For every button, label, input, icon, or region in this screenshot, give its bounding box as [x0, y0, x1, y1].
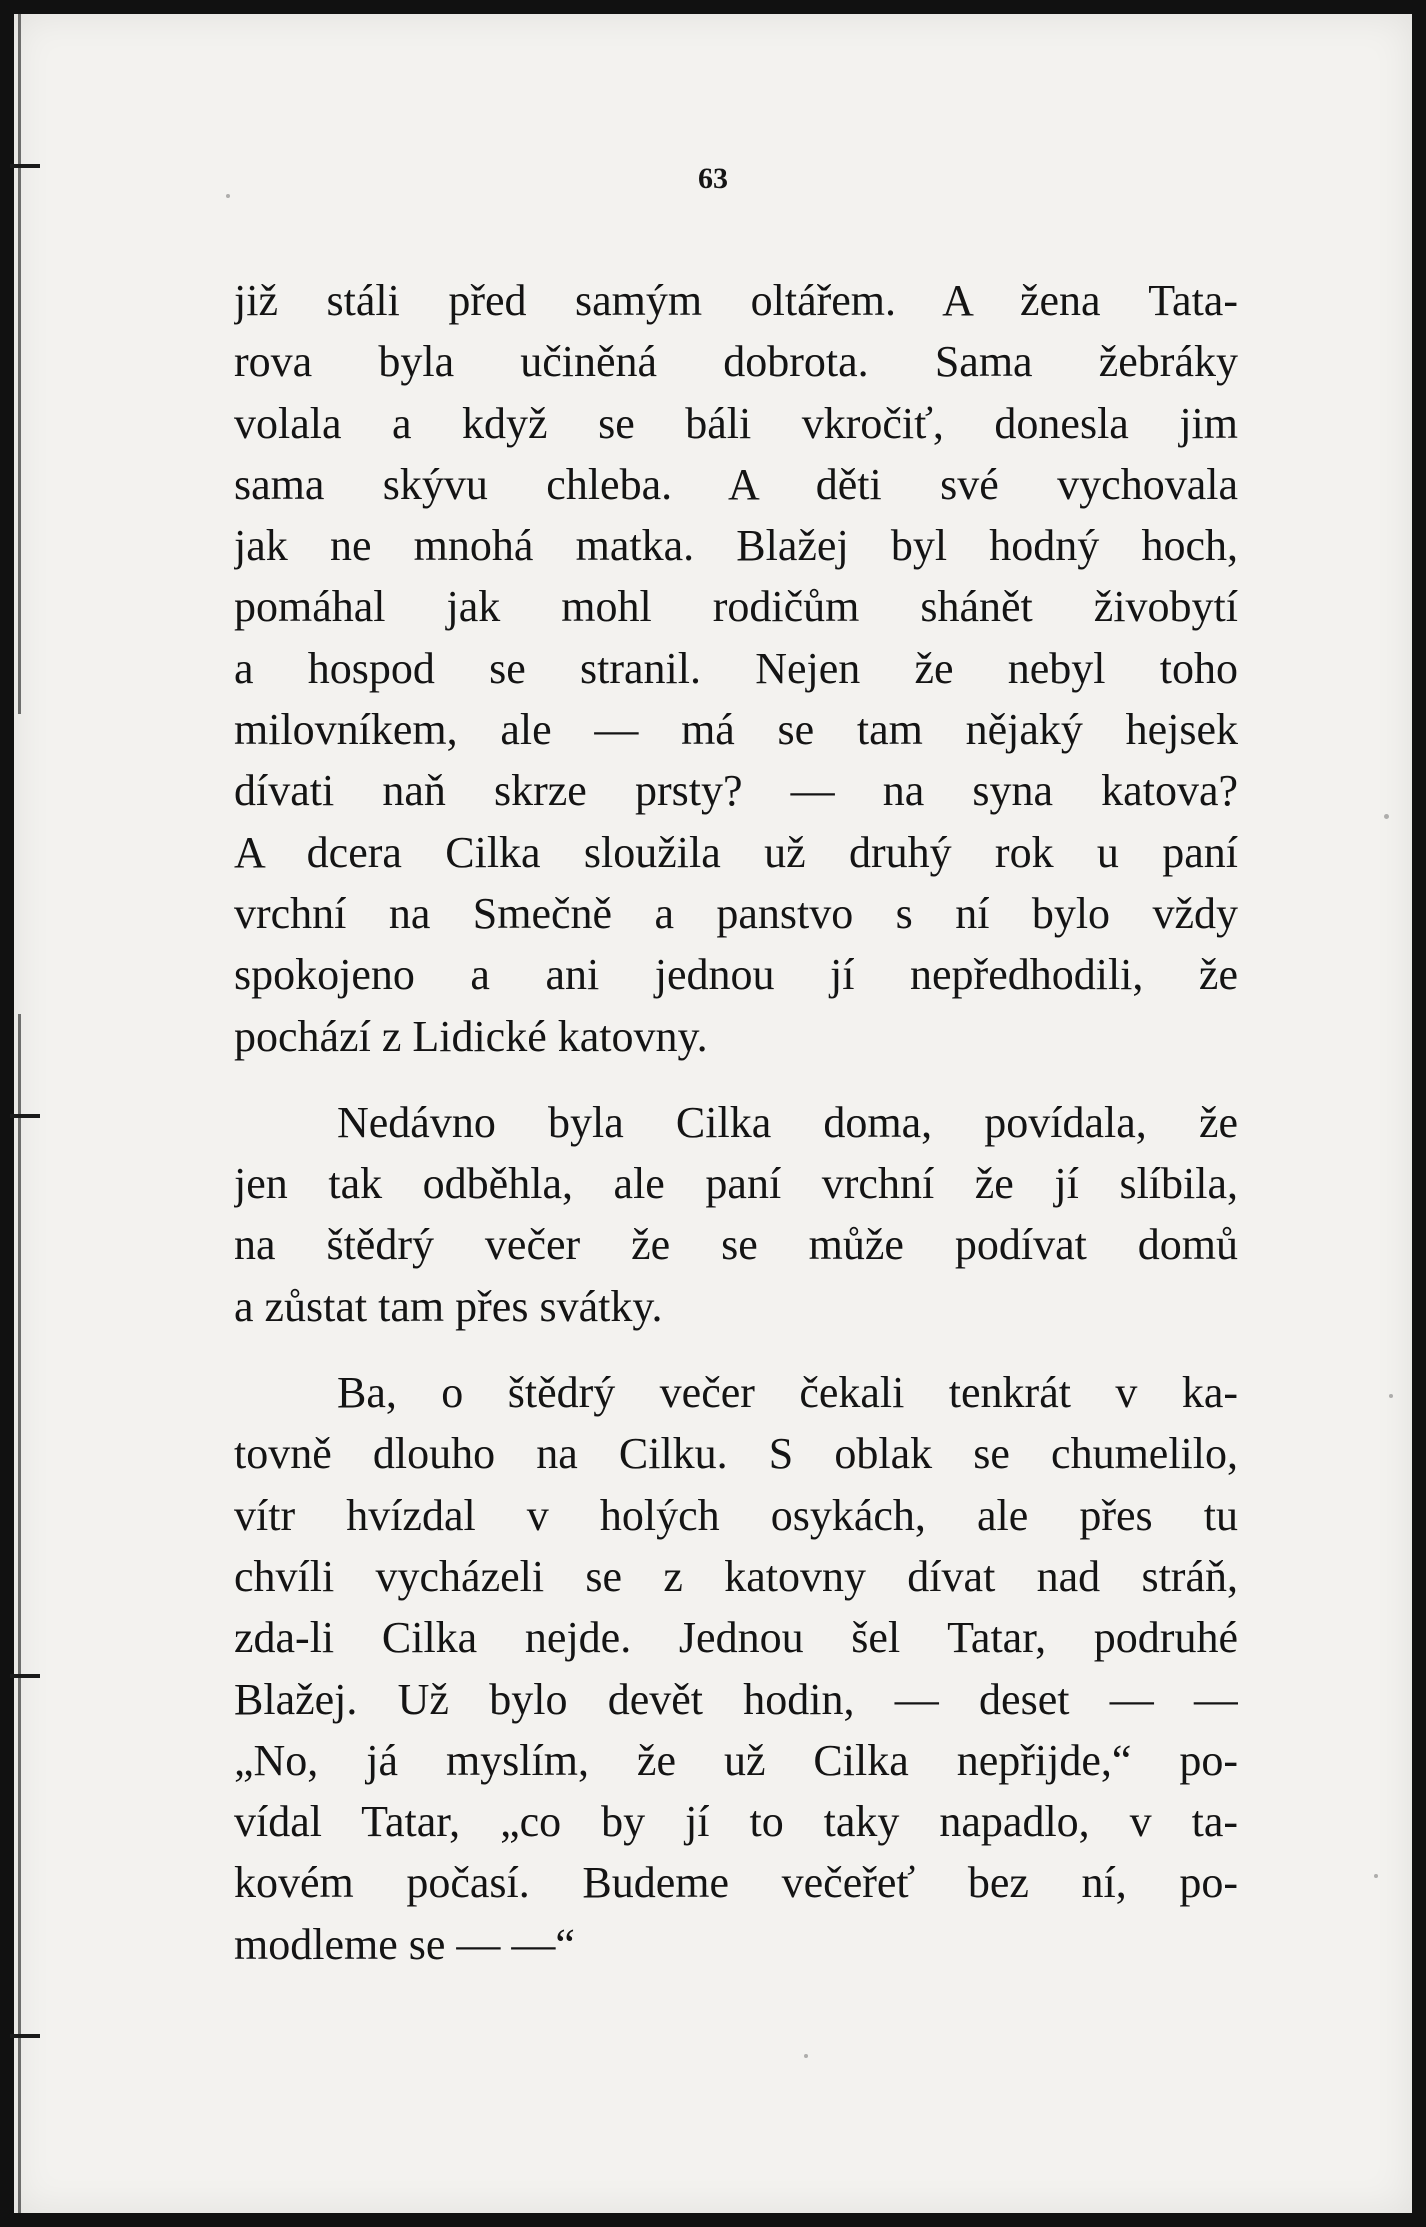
- text-line: jen tak odběhla, ale paní vrchní že jí slíbila,: [234, 1159, 1238, 1209]
- text-line: vrchní na Smečně a panstvo s ní bylo vždy: [234, 888, 1238, 938]
- book-page: [14, 14, 1412, 2213]
- text-line: vídal Tatar, „co by jí to taky napadlo, v ta-: [234, 1797, 1238, 1847]
- text-line: Ba, o štědrý večer čekali tenkrát v ka-: [337, 1368, 1238, 1418]
- paragraph-1: [234, 270, 1238, 1067]
- text-line: pomáhal jak mohl rodičům shánět živobytí: [234, 582, 1238, 632]
- binding-mark: [10, 1114, 40, 1118]
- body-text: [234, 270, 1238, 1975]
- text-line: Blažej. Už bylo devět hodin, — deset — —: [234, 1674, 1238, 1724]
- text-line: rova byla učiněná dobrota. Sama žebráky: [234, 337, 1238, 387]
- paper-speck: [804, 2054, 808, 2058]
- binding-mark: [10, 1674, 40, 1678]
- text-line: jak ne mnohá matka. Blažej byl hodný hoch,: [234, 521, 1238, 571]
- paper-speck: [1384, 814, 1389, 819]
- text-line: dívati naň skrze prsty? — na syna katova?: [234, 766, 1238, 816]
- text-line: na štědrý večer že se může podívat domů: [234, 1220, 1238, 1270]
- paper-speck: [1374, 1874, 1378, 1878]
- text-line: vítr hvízdal v holých osykách, ale přes tu: [234, 1490, 1238, 1540]
- text-line: již stáli před samým oltářem. A žena Tata-: [234, 276, 1238, 325]
- text-line: Nedávno byla Cilka doma, povídala, že: [337, 1097, 1238, 1147]
- text-line: tovně dlouho na Cilku. S oblak se chumelilo,: [234, 1429, 1238, 1479]
- paragraph-2: [234, 1092, 1238, 1337]
- text-line: „No, já myslím, že už Cilka nepřijde,“ po-: [234, 1735, 1238, 1785]
- binding-mark: [10, 2034, 40, 2038]
- text-line: pochází z Lidické katovny.: [234, 1011, 708, 1061]
- text-line: milovníkem, ale — má se tam nějaký hejsek: [234, 705, 1238, 755]
- page-number: 63: [698, 162, 728, 195]
- text-line: kovém počasí. Budeme večeřeť bez ní, po-: [234, 1858, 1238, 1908]
- paper-speck: [1389, 1394, 1393, 1398]
- text-line: volala a když se báli vkročiť, donesla jim: [234, 398, 1238, 448]
- text-line: spokojeno a ani jednou jí nepředhodili, že: [234, 950, 1238, 1000]
- text-line: A dcera Cilka sloužila už druhý rok u paní: [234, 827, 1238, 877]
- text-line: a hospod se stranil. Nejen že nebyl toho: [234, 643, 1238, 693]
- text-line: a zůstat tam přes svátky.: [234, 1281, 663, 1331]
- text-line: chvíli vycházeli se z katovny dívat nad stráň,: [234, 1551, 1238, 1601]
- binding-mark: [18, 14, 21, 714]
- paragraph-3: [234, 1362, 1238, 1975]
- text-line: modleme se — —“: [234, 1919, 575, 1969]
- text-line: sama skývu chleba. A děti své vychovala: [234, 459, 1238, 509]
- text-line: zda-li Cilka nejde. Jednou šel Tatar, podruhé: [234, 1613, 1238, 1663]
